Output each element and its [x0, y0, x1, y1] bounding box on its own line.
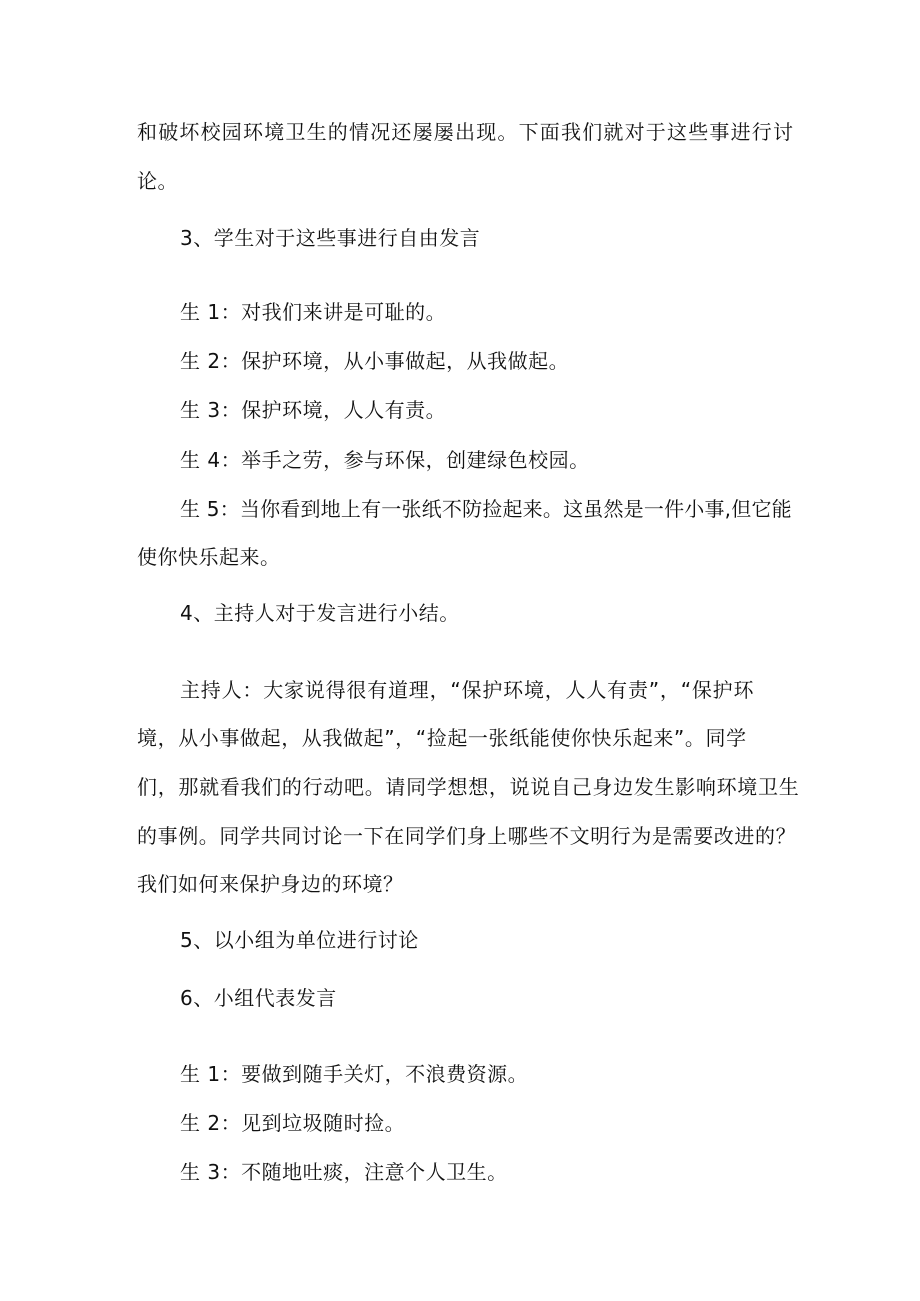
group-statement: 生 3：不随地吐痰，注意个人卫生。	[180, 1160, 508, 1184]
section-heading: 5、以小组为单位进行讨论	[180, 928, 419, 952]
host-summary-line: 们，那就看我们的行动吧。请同学想想，说说自己身边发生影响环境卫生	[137, 775, 800, 799]
host-summary-line: 的事例。同学共同讨论一下在同学们身上哪些不文明行为是需要改进的？	[137, 824, 797, 848]
student-statement: 生 4：举手之劳，参与环保，创建绿色校园。	[180, 448, 590, 472]
host-summary-line: 境，从小事做起，从我做起”，“捡起一张纸能使你快乐起来”。同学	[137, 726, 747, 750]
student-statement: 生 5：当你看到地上有一张纸不防捡起来。这虽然是一件小事,但它能	[180, 497, 792, 521]
host-summary-line: 主持人：大家说得很有道理，“保护环境，人人有责”，“保护环	[180, 678, 755, 702]
student-statement: 生 1：对我们来讲是可耻的。	[180, 300, 447, 324]
host-summary-line: 我们如何来保护身边的环境？	[137, 872, 404, 896]
section-heading: 3、学生对于这些事进行自由发言	[180, 226, 481, 250]
student-statement: 生 2：保护环境，从小事做起，从我做起。	[180, 349, 570, 373]
group-statement: 生 2：见到垃圾随时捡。	[180, 1111, 406, 1135]
paragraph-line: 和破坏校园环境卫生的情况还屡屡出现。下面我们就对于这些事进行讨	[137, 120, 795, 144]
group-statement: 生 1：要做到随手关灯，不浪费资源。	[180, 1062, 529, 1086]
student-statement: 生 3：保护环境，人人有责。	[180, 398, 447, 422]
paragraph-line: 论。	[137, 169, 178, 193]
section-heading: 6、小组代表发言	[180, 986, 337, 1010]
section-heading: 4、主持人对于发言进行小结。	[180, 601, 460, 625]
paragraph-line: 使你快乐起来。	[137, 545, 281, 569]
